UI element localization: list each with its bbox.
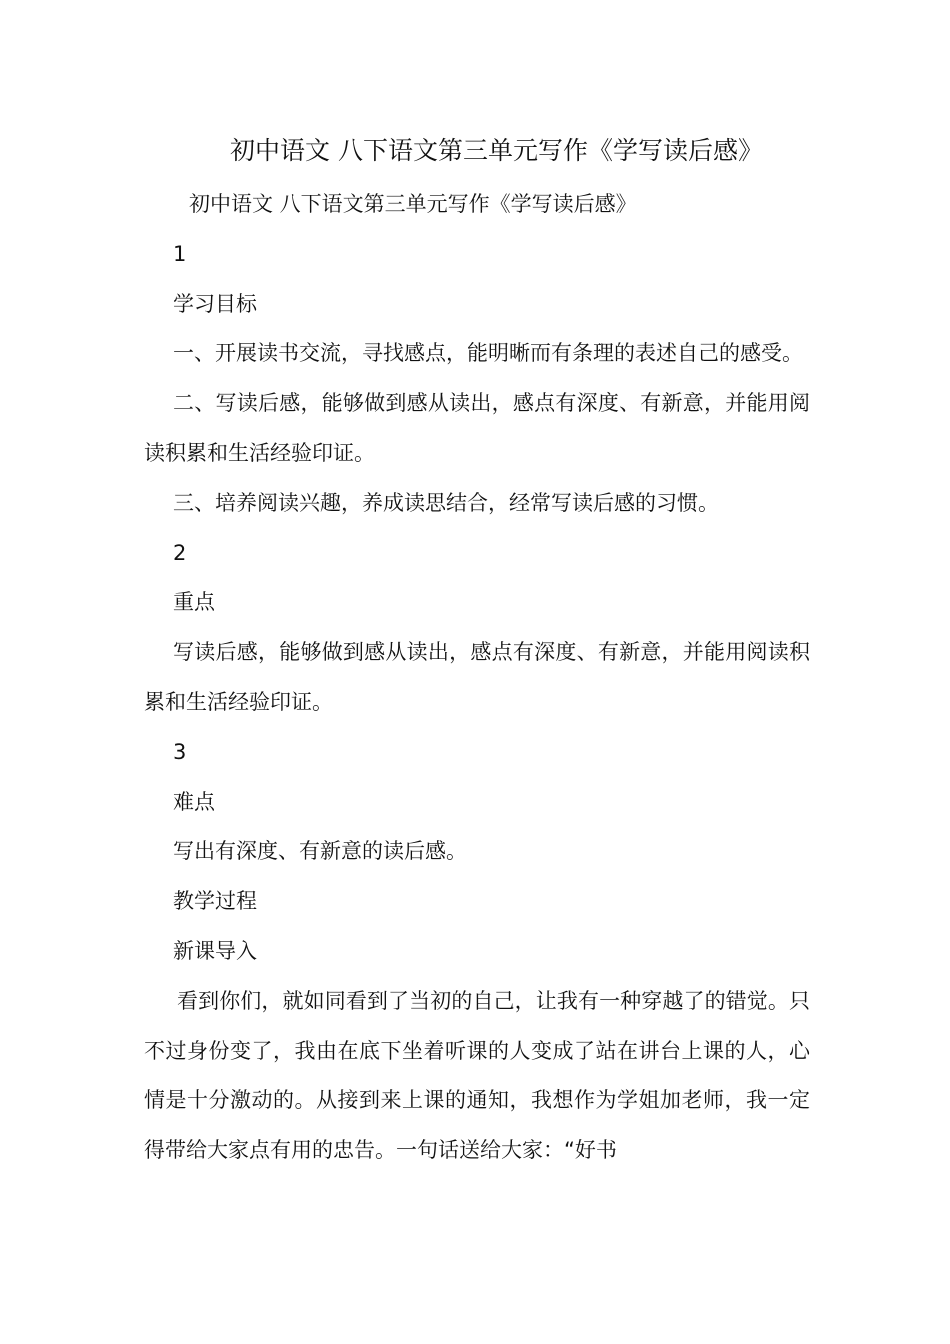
objective-3-paragraph: 三、培养阅读兴趣，养成读思结合，经常写读后感的习惯。 (173, 490, 719, 515)
difficulties-paragraph: 写出有深度、有新意的读后感。 (173, 839, 467, 864)
document-title: 初中语文 八下语文第三单元写作《学写读后感》 (230, 136, 763, 165)
section-heading-teaching-process: 教学过程 (173, 889, 257, 914)
key-points-paragraph: 写读后感，能够做到感从读出，感点有深度、有新意，并能用阅读积累和生活经验印证。 (144, 640, 810, 714)
objective-2-paragraph: 二、写读后感，能够做到感从读出，感点有深度、有新意，并能用阅读积累和生活经验印证。 (144, 391, 810, 465)
section-number-2: 2 (173, 540, 187, 565)
introduction-paragraph: 看到你们，就如同看到了当初的自己，让我有一种穿越了的错觉。只不过身份变了，我由在底下坐着听课的人变成了站在讲台上课的人，心情是十分激动的。从接到来上课的通知，我想作为学姐加老师，我一定得带给大家点有用的忠告。一句话送给大家：“好书 (144, 988, 810, 1163)
document-body (144, 180, 810, 1176)
section-heading-introduction: 新课导入 (173, 938, 257, 963)
section-heading-key-points: 重点 (173, 590, 215, 615)
section-heading-objectives: 学习目标 (173, 291, 257, 316)
section-number-3: 3 (173, 739, 187, 764)
subtitle-paragraph: 初中语文 八下语文第三单元写作《学写读后感》 (189, 192, 637, 216)
section-heading-difficulties: 难点 (173, 789, 215, 814)
section-number-1: 1 (173, 241, 187, 266)
objective-1-paragraph: 一、开展读书交流，寻找感点，能明晰而有条理的表述自己的感受。 (173, 341, 803, 366)
